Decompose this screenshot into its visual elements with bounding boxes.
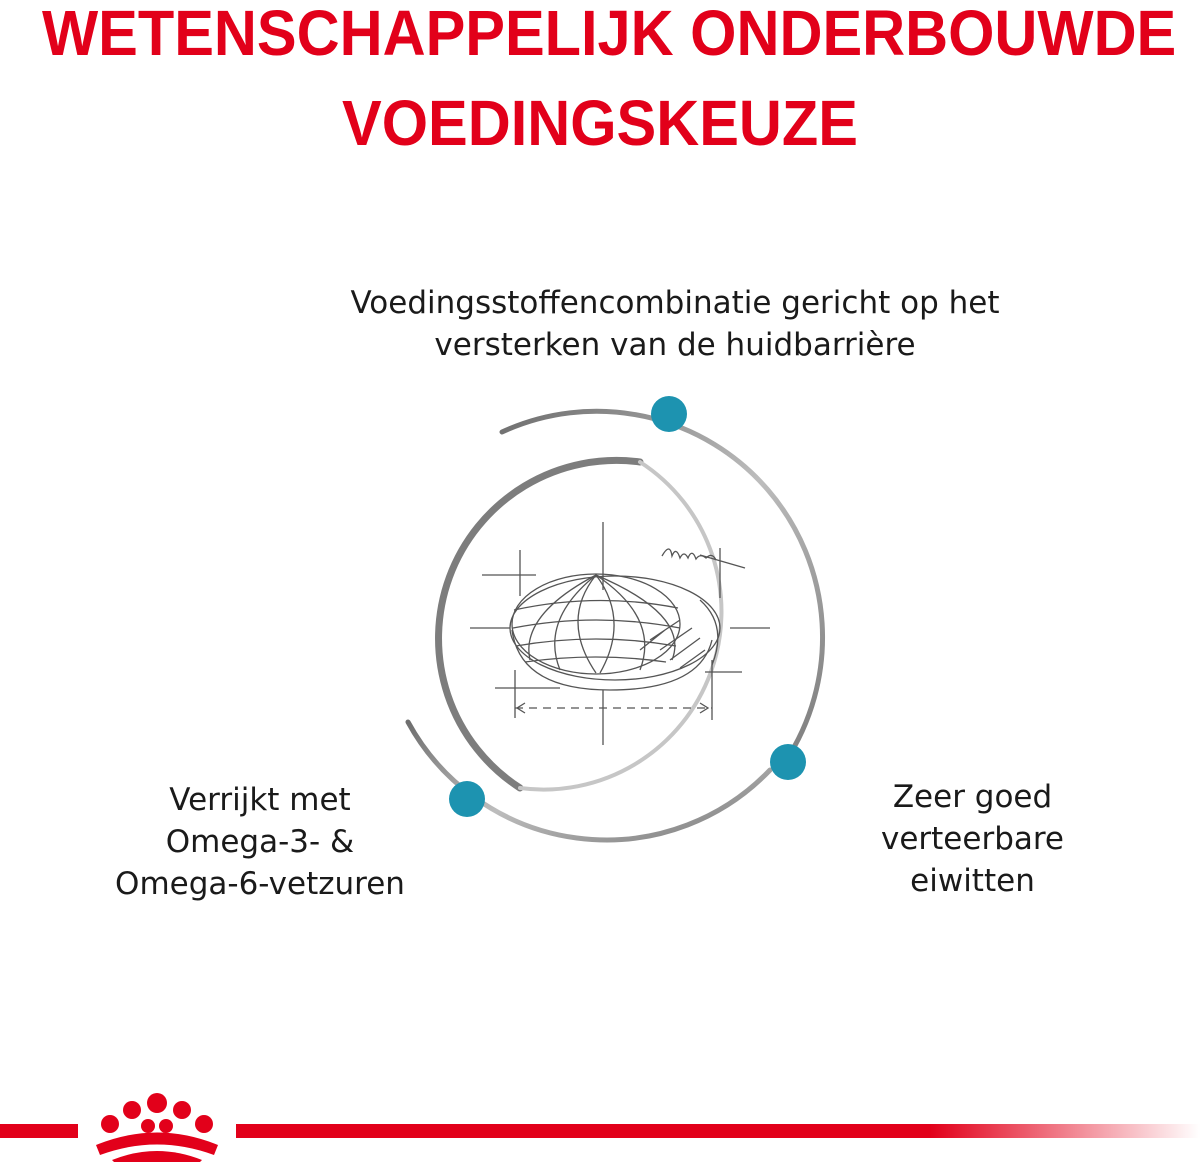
benefit-protein-line-1: Zeer goed [892,779,1053,815]
benefit-protein-line-2: verteerbare [880,821,1065,857]
kibble-sketch-icon [470,522,770,745]
brand-bar-right [236,1124,1200,1138]
benefit-skin-barrier-line-1: Voedingsstoffencombinatie gericht op het [350,285,1000,321]
benefit-omega-line-3: Omega-6-vetzuren [115,866,405,902]
outer-ring-arc-bottom [408,722,770,840]
blue-dot-marker-top [651,396,687,432]
benefit-skin-barrier-line-2: versterken van de huidbarrière [434,327,916,363]
headline-line-2: VOEDINGSKEUZE [342,87,858,159]
blue-dot-marker-right [770,744,806,780]
benefit-omega-line-1: Verrijkt met [169,782,351,818]
blue-dot-marker-left [449,781,485,817]
brand-bar-left [0,1124,78,1138]
headline-line-1: WETENSCHAPPELIJK ONDERBOUWDE [42,0,1177,69]
benefit-omega-line-2: Omega-3- & [165,824,355,860]
crown-logo-icon [96,1093,218,1162]
inner-ring-arc-right [520,462,721,790]
benefit-protein-line-3: eiwitten [910,863,1035,899]
